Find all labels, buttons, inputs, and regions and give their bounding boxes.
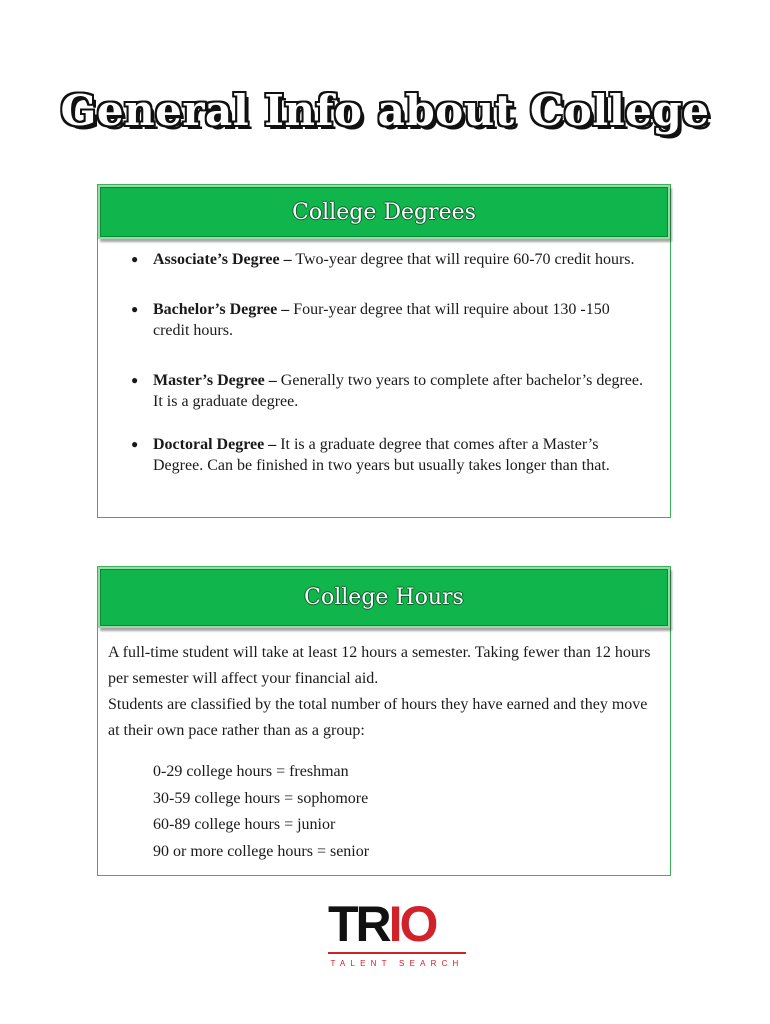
logo-wordmark-red: IO [388,896,436,952]
bullet-icon: ● [131,437,139,451]
degree-description: Two-year degree that will require 60-70 credit hours. [291,251,635,268]
bullet-icon: ● [131,373,139,387]
degree-term: Master’s Degree – [153,372,277,389]
bullet-icon: ● [131,302,139,316]
degree-item-doctoral [131,434,648,476]
logo-wordmark [328,896,466,952]
classification-freshman: 0-29 college hours = freshman [153,763,349,780]
degree-description: Generally two years to complete after bachelor’s degree. It is a graduate degree. [153,372,643,410]
college-hours-heading: College Hours [98,567,670,628]
college-hours-body [98,628,670,865]
degree-description: It is a graduate degree that comes after a Master’s Degree. Can be finished in two years but usually takes longer than that. [153,436,610,474]
classification-junior: 60-89 college hours = junior [153,816,336,833]
logo-divider [328,952,466,954]
degree-list [98,239,670,476]
degree-term: Doctoral Degree – [153,436,277,453]
logo-wordmark-dark: TR [328,896,389,952]
college-degrees-heading: College Degrees [98,185,670,239]
classification-sophomore: 30-59 college hours = sophomore [153,789,369,807]
trio-talent-search-logo [328,896,466,968]
classification-senior: 90 or more college hours = senior [153,842,370,860]
full-time-paragraph: A full-time student will take at least 12 hours a semester. Taking fewer than 12 hours per semester will affect your financial aid. [108,644,651,687]
logo-subtitle: TALENT SEARCH [330,959,464,968]
degree-item-bachelor [131,299,648,341]
college-degrees-section [97,184,671,518]
classification-paragraph: Students are classified by the total number of hours they have earned and they move at their own pace rather than as a group: [108,696,648,739]
classification-list [153,759,658,865]
college-hours-section [97,566,671,876]
degree-item-associate [131,249,648,270]
degree-term: Associate’s Degree – [153,251,292,268]
degree-item-master [131,370,648,412]
degree-term: Bachelor’s Degree – [153,301,290,318]
page-title: General Info about College [60,86,710,135]
degree-description: Four-year degree that will require about 130 -150 credit hours. [153,301,610,339]
bullet-icon: ● [131,252,139,266]
